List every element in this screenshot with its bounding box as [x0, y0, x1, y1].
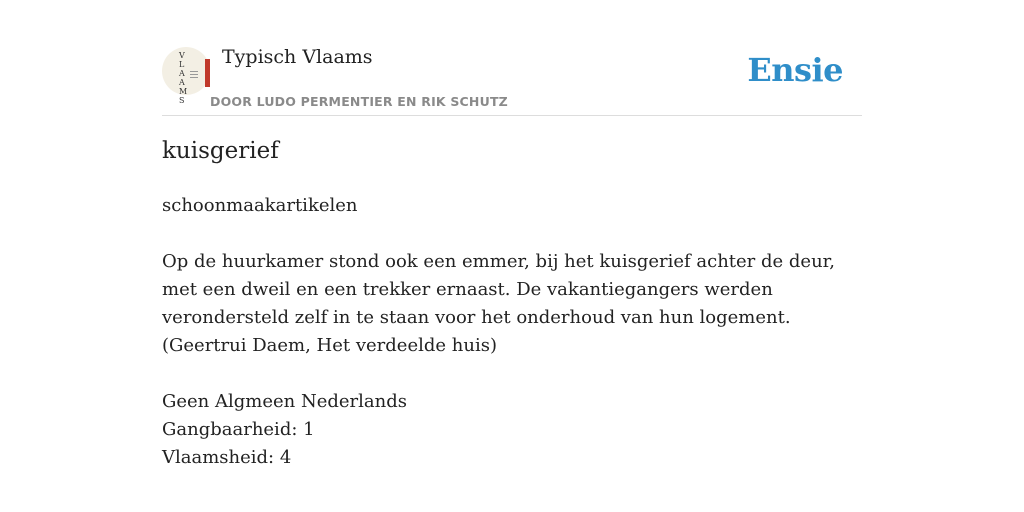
avatar-red-bar: [205, 59, 210, 87]
publication-title[interactable]: Typisch Vlaams: [222, 46, 373, 68]
site-header: [162, 44, 862, 116]
entry-definition: schoonmaakartikelen: [162, 195, 358, 216]
entry-word: kuisgerief: [162, 138, 279, 164]
avatar-decoration: [190, 71, 198, 72]
entry-label-standard: Geen Algmeen Nederlands: [162, 391, 407, 412]
entry-source: (Geertrui Daem, Het verdeelde huis): [162, 335, 497, 356]
entry-label-gangbaarheid: Gangbaarheid: 1: [162, 419, 315, 440]
entry-example: Op de huurkamer stond ook een emmer, bij het kuisgerief achter de deur, met een dweil en een trekker ernaast. De vakantiegangers werden verondersteld zelf in te staan voor het onderhoud van hun logement.: [162, 251, 836, 328]
ensie-logo[interactable]: Ensie: [747, 51, 843, 89]
publication-avatar[interactable]: [162, 47, 210, 105]
byline: DOOR LUDO PERMENTIER EN RIK SCHUTZ: [210, 94, 508, 109]
entry-content: [162, 138, 862, 472]
entry-label-vlaamsheid: Vlaamsheid: 4: [162, 447, 292, 468]
avatar-logo-lettering: V L A A M S: [179, 51, 188, 105]
